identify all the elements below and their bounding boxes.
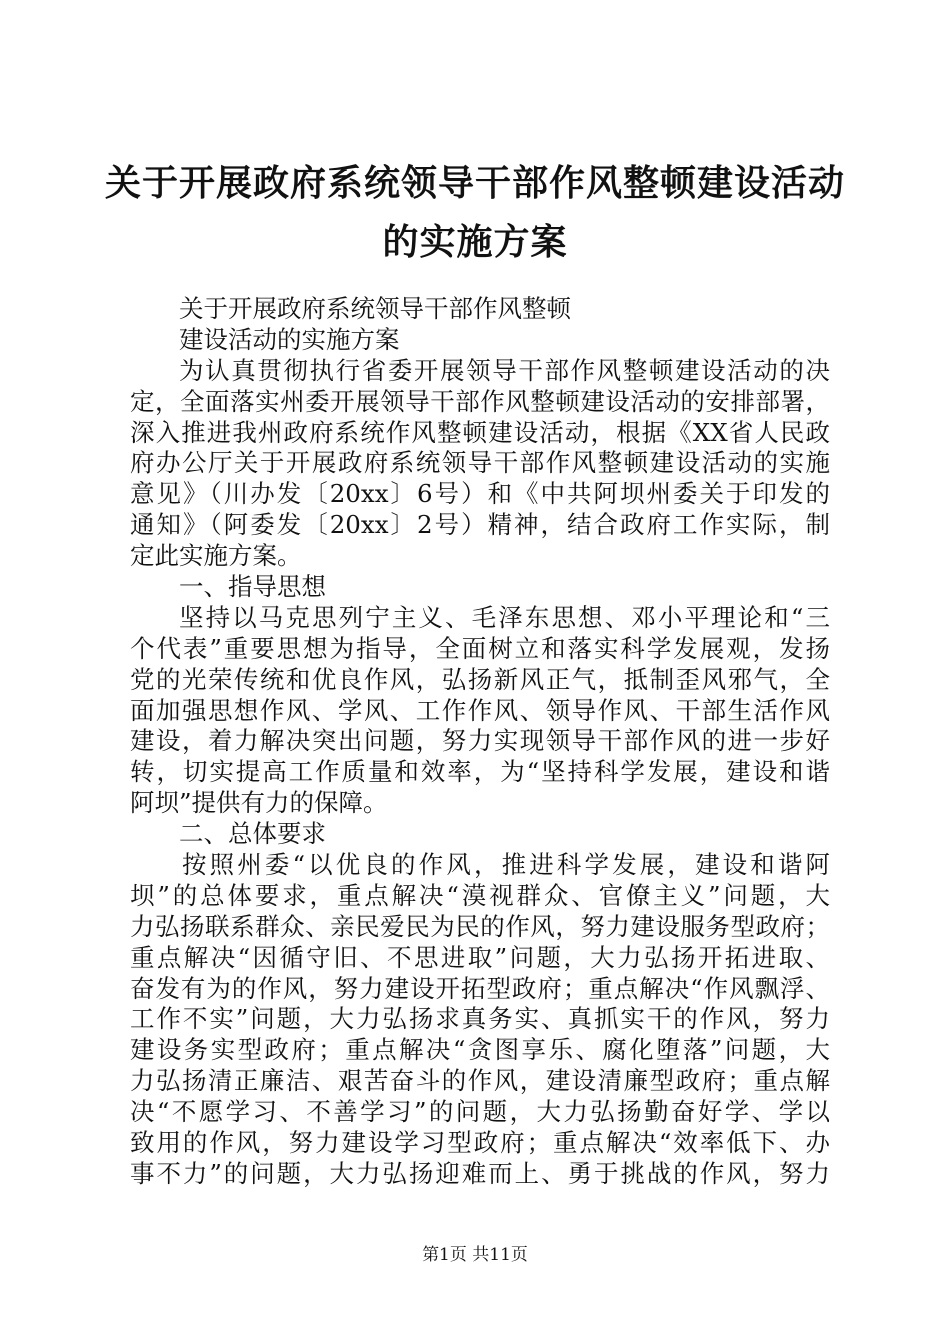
paragraph-line: 党的光荣传统和优良作风，弘扬新风正气，抵制歪风邪气，全 [130,664,830,694]
paragraph-line: 为认真贯彻执行省委开展领导干部作风整顿建设活动的决 [179,355,830,385]
paragraph-line: 建设，着力解决突出问题，努力实现领导干部作风的进一步好 [130,726,830,756]
section-heading: 一、指导思想 [179,572,326,602]
paragraph-line: 致用的作风，努力建设学习型政府；重点解决“效率低下、办 [130,1128,830,1158]
paragraph-line: 通知》（阿委发〔20xx〕2号）精神，结合政府工作实际，制 [130,510,830,540]
paragraph-line: 定此实施方案。 [130,541,302,571]
paragraph-line: 重点解决“因循守旧、不思进取”问题，大力弘扬开拓进取、 [130,942,830,972]
section-heading: 二、总体要求 [179,819,326,849]
paragraph-line: 力弘扬联系群众、亲民爱民为民的作风，努力建设服务型政府； [130,911,830,941]
paragraph-line: 府办公厅关于开展政府系统领导干部作风整顿建设活动的实施 [130,448,830,478]
document-body [130,294,830,1190]
paragraph-line: 事不力”的问题，大力弘扬迎难而上、勇于挑战的作风，努力 [130,1158,830,1188]
paragraph-line: 决“不愿学习、不善学习”的问题，大力弘扬勤奋好学、学以 [130,1097,830,1127]
paragraph-line: 阿坝”提供有力的保障。 [130,788,388,818]
paragraph-line: 力弘扬清正廉洁、艰苦奋斗的作风，建设清廉型政府；重点解 [130,1066,830,1096]
paragraph-line: 面加强思想作风、学风、工作作风、领导作风、干部生活作风 [130,695,830,725]
paragraph-line: 深入推进我州政府系统作风整顿建设活动，根据《XX省人民政 [130,417,830,447]
paragraph-line: 意见》（川办发〔20xx〕6号）和《中共阿坝州委关于印发的 [130,479,830,509]
page-number-footer: 第1页 共11页 [422,1245,528,1265]
paragraph-line: 个代表”重要思想为指导，全面树立和落实科学发展观，发扬 [130,633,830,663]
paragraph-line: 定，全面落实州委开展领导干部作风整顿建设活动的安排部署， [130,386,830,416]
document-title-line-2: 的实施方案 [382,221,568,263]
document-title-line-1: 关于开展政府系统领导干部作风整顿建设活动 [104,162,845,204]
paragraph-line: 建设务实型政府；重点解决“贪图享乐、腐化堕落”问题，大 [130,1035,830,1065]
paragraph-line: 转，切实提高工作质量和效率，为“坚持科学发展，建设和谐 [130,757,830,787]
subtitle-line-1: 关于开展政府系统领导干部作风整顿 [179,294,571,323]
paragraph-line: 奋发有为的作风，努力建设开拓型政府；重点解决“作风飘浮、 [130,973,830,1003]
paragraph-line: 坝”的总体要求，重点解决“漠视群众、官僚主义”问题，大 [130,880,830,910]
subtitle-line-2: 建设活动的实施方案 [179,324,400,354]
paragraph-line: 坚持以马克思列宁主义、毛泽东思想、邓小平理论和“三 [179,602,830,632]
paragraph-line: 按照州委“以优良的作风，推进科学发展，建设和谐阿 [182,850,830,880]
paragraph-line: 工作不实”问题，大力弘扬求真务实、真抓实干的作风，努力 [130,1004,830,1034]
